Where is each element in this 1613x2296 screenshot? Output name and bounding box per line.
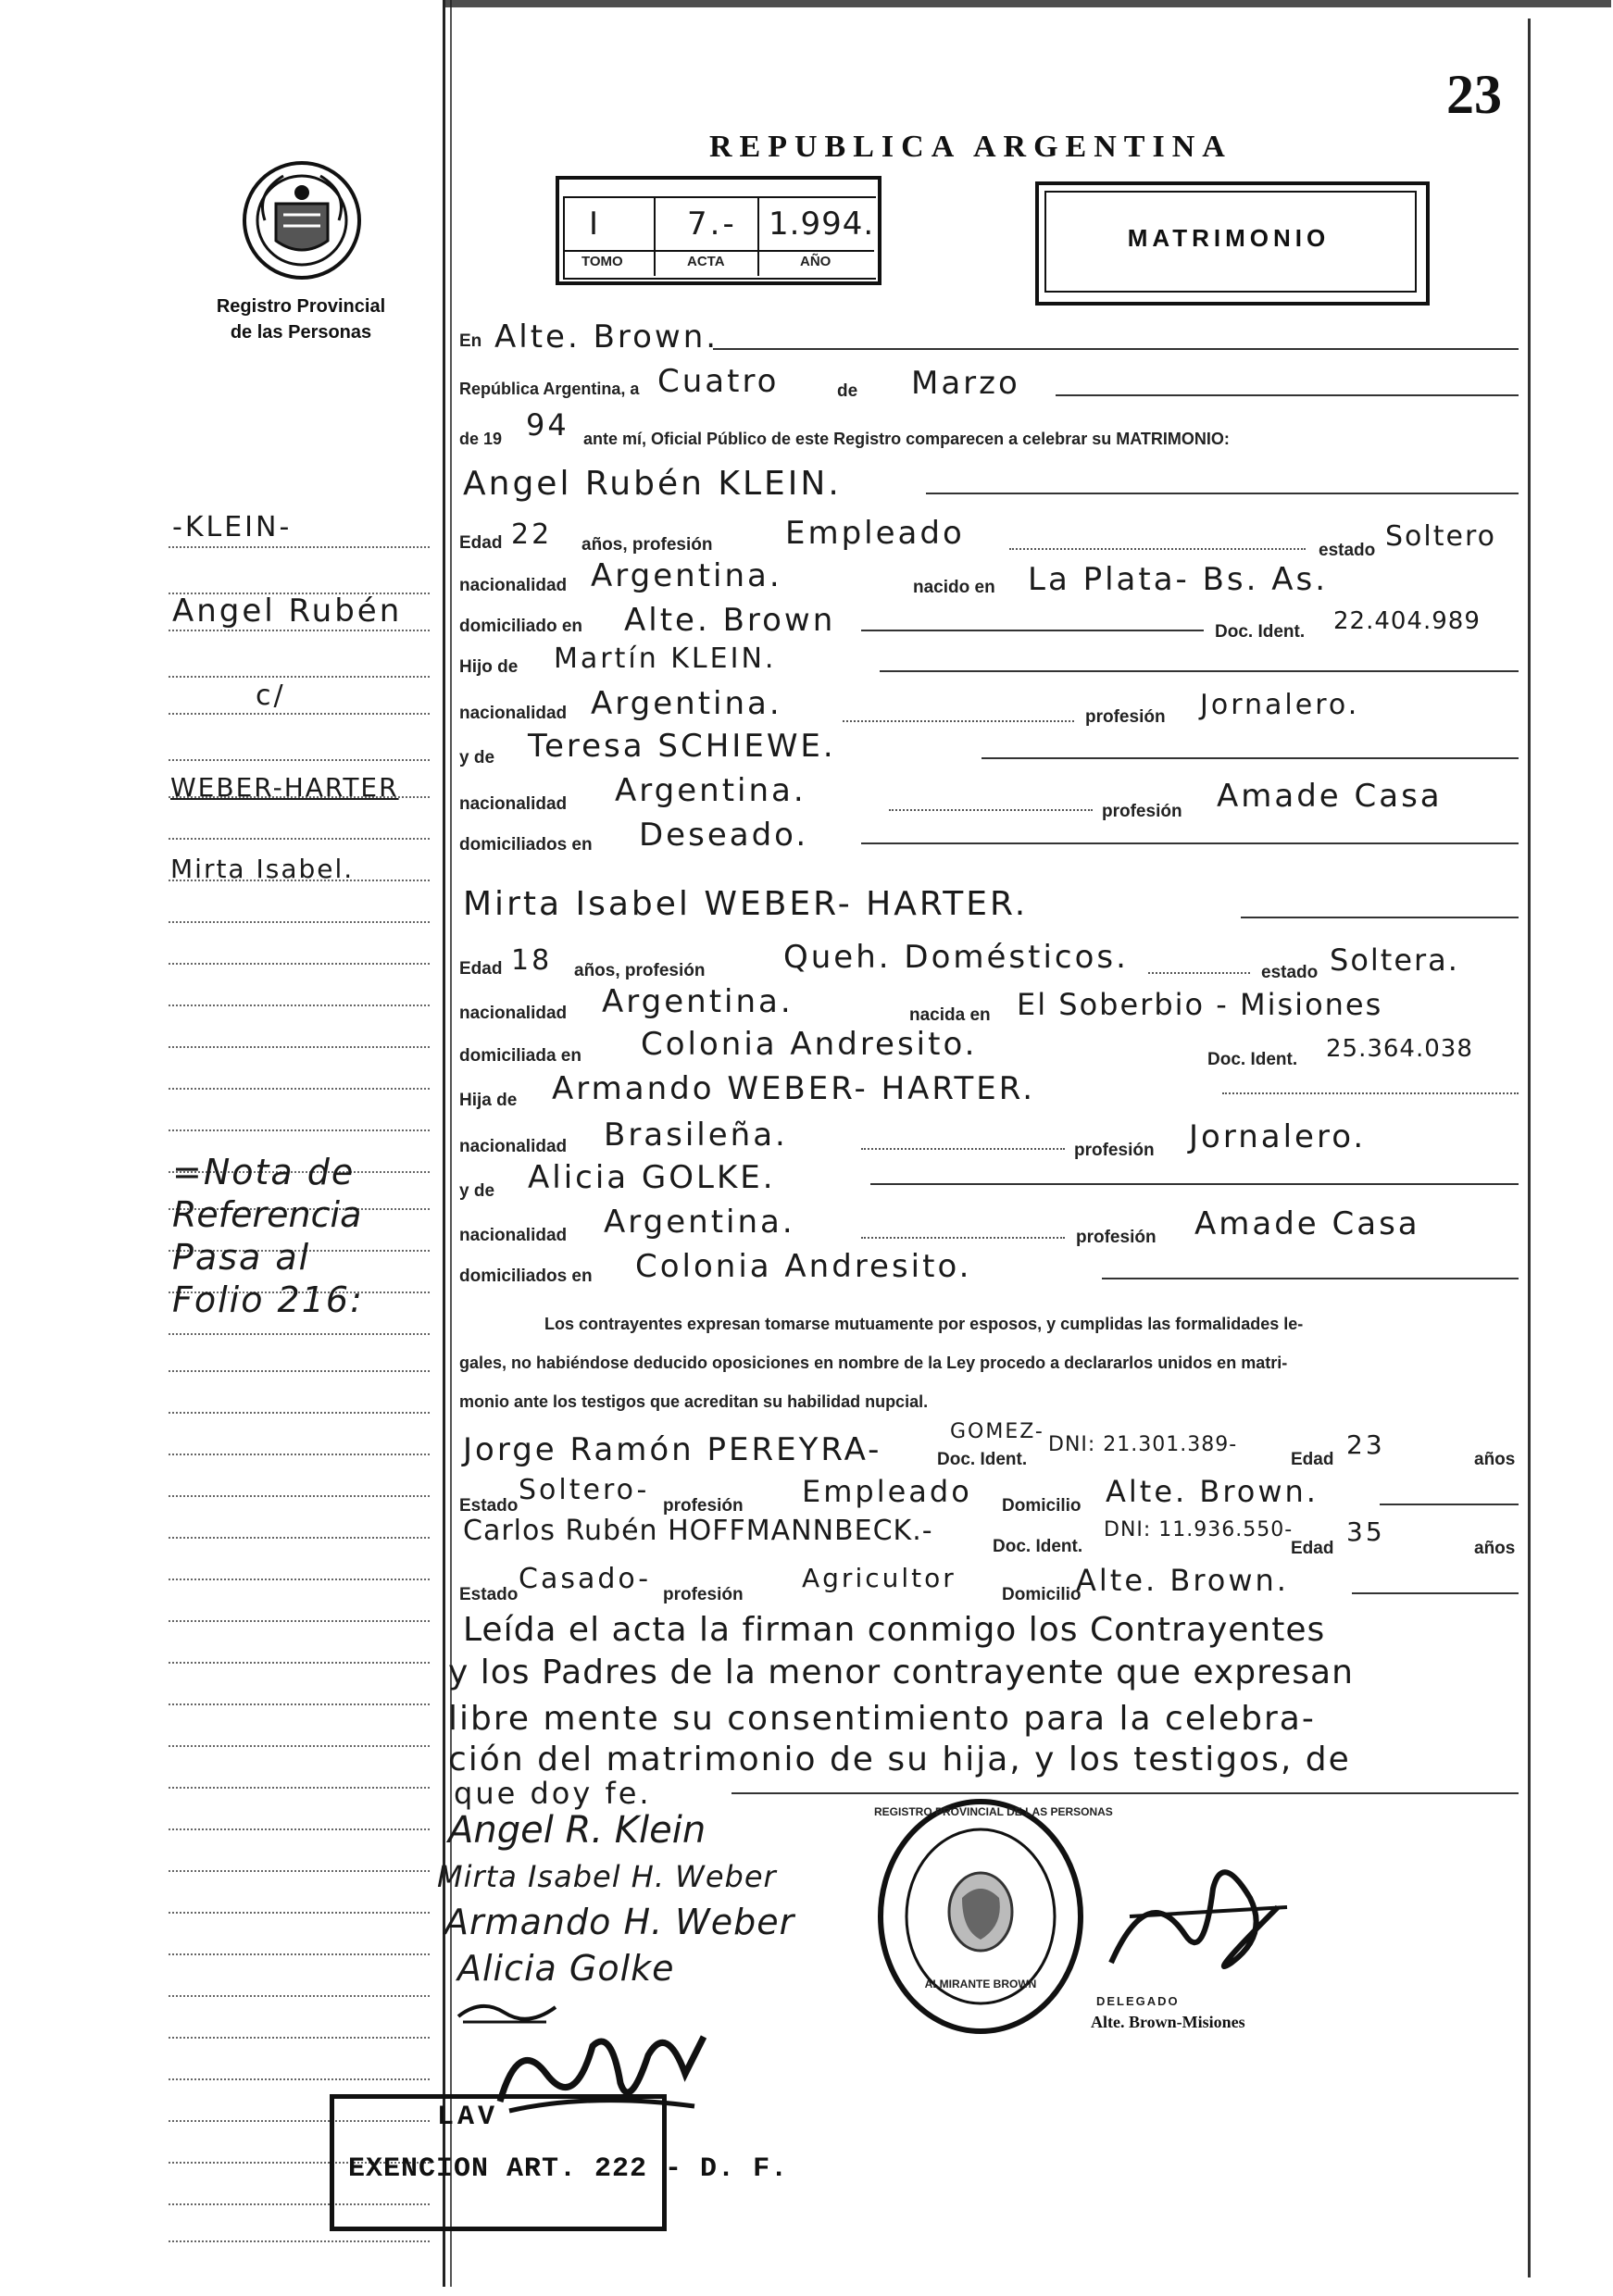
bride-nationality: Argentina.	[602, 983, 794, 1020]
witness1-name: Jorge Ramón PEREYRA-	[463, 1431, 882, 1468]
bride-parents-dom-label: domiciliados en	[459, 1267, 593, 1286]
official-stamp-line3: Alte. Brown-Misiones	[1091, 2013, 1245, 2031]
groom-yde-label: y de	[459, 748, 495, 767]
witness2-anos-label: años	[1474, 1539, 1516, 1558]
intro-text: ante mí, Oficial Público de este Registro comparecen a celebrar su MATRIMONIO:	[583, 430, 1230, 448]
witness2-doc: DNI: 11.936.550-	[1104, 1518, 1294, 1541]
bride-mother: Alicia GOLKE.	[528, 1159, 776, 1196]
paragraph-line3: monio ante los testigos que acreditan su habilidad nupcial.	[459, 1392, 929, 1411]
witness1-profesion-label: profesión	[663, 1496, 744, 1516]
groom-profession-line	[1009, 548, 1306, 550]
closing-line2: y los Padres de la menor contrayente que expresan	[448, 1653, 1354, 1691]
witness2-domicile: Alte. Brown.	[1076, 1563, 1289, 1598]
record-divider-1	[654, 196, 656, 276]
witness1-doc-label: Doc. Ident.	[937, 1450, 1028, 1469]
bride-name-line	[1241, 917, 1519, 918]
de-label: de	[837, 381, 858, 401]
tomo-value: I	[589, 206, 602, 243]
ano-label: AÑO	[800, 254, 832, 269]
bride-edad-label: Edad	[459, 959, 503, 979]
groom-mother-profession: Amade Casa	[1217, 778, 1443, 815]
groom-doc-label: Doc. Ident.	[1215, 622, 1306, 642]
bride-birthplace: El Soberbio - Misiones	[1017, 987, 1383, 1022]
bride-status: Soltera.	[1330, 942, 1459, 978]
witness1-anos-label: años	[1474, 1450, 1516, 1469]
registry-logo	[237, 156, 367, 285]
paragraph-line2: gales, no habiéndose deducido oposiciones en nombre de la Ley procedo a declararlos unidos en matri-	[459, 1354, 1288, 1372]
witness2-doc-label: Doc. Ident.	[993, 1537, 1083, 1556]
signature-bride-father: Armando H. Weber	[444, 1902, 795, 1942]
bride-anos-profesion-label: años, profesión	[574, 961, 706, 980]
year-prefix: de 19	[459, 430, 503, 448]
witness1-domicile: Alte. Brown.	[1106, 1474, 1319, 1509]
signature-bride: Mirta Isabel H. Weber	[437, 1859, 777, 1894]
witness2-name: Carlos Rubén HOFFMANNBECK.-	[463, 1515, 933, 1547]
closing-line3: libre mente su consentimiento para la celebra-	[448, 1700, 1316, 1738]
witness2-domicilio-label: Domicilio	[1002, 1585, 1082, 1604]
groom-mother-nat-line	[889, 809, 1093, 811]
witness1-profession: Empleado	[802, 1474, 972, 1509]
signature-bride-mother: Alicia Golke	[457, 1948, 675, 1989]
bride-domicile: Colonia Andresito.	[641, 1026, 978, 1063]
witness1-age: 23	[1346, 1429, 1385, 1460]
groom-status: Soltero	[1385, 520, 1496, 553]
form-left-border	[443, 0, 445, 2287]
witness2-profesion-label: profesión	[663, 1585, 744, 1604]
official-signature	[1093, 1852, 1296, 1990]
form-right-border	[1528, 19, 1531, 2277]
bride-dom-label: domiciliada en	[459, 1046, 581, 1066]
margin-note-line1: =Nota de	[172, 1152, 356, 1192]
tomo-label: TOMO	[581, 254, 623, 269]
paragraph-line1: Los contrayentes expresan tomarse mutuamente por esposos, y cumplidas las formalidades le-	[544, 1315, 1304, 1333]
bride-father: Armando WEBER- HARTER.	[552, 1070, 1036, 1107]
top-scan-edge	[444, 0, 1611, 7]
bride-age: 18	[511, 944, 553, 977]
bride-yde-label: y de	[459, 1181, 495, 1201]
witness1-edad-label: Edad	[1291, 1450, 1334, 1469]
bride-father-profession: Jornalero.	[1189, 1118, 1367, 1155]
bride-doc: 25.364.038	[1326, 1035, 1473, 1063]
witness2-status: Casado-	[519, 1563, 652, 1595]
bride-profession-line	[1148, 972, 1250, 974]
groom-profession: Empleado	[785, 515, 965, 552]
groom-doc: 22.404.989	[1333, 607, 1481, 635]
margin-note-line4: Folio 216:	[172, 1279, 364, 1320]
en-line	[713, 348, 1519, 350]
groom-father-nat-line	[843, 720, 1074, 722]
closing-line1: Leída el acta la firman conmigo los Contrayentes	[463, 1611, 1326, 1649]
bride-mother-prof-label: profesión	[1076, 1228, 1157, 1247]
groom-estado-label: estado	[1319, 541, 1376, 560]
groom-mother-line	[982, 757, 1519, 759]
margin-surname-groom: -KLEIN-	[172, 511, 293, 543]
groom-domicile-line	[861, 630, 1204, 631]
groom-hijo-label: Hijo de	[459, 657, 519, 677]
en-value: Alte. Brown.	[494, 318, 719, 356]
groom-age: 22	[511, 518, 553, 551]
exento-stamp: EXENCION ART. 222 - D. F.	[348, 2153, 789, 2185]
republica-label: República Argentina, a	[459, 380, 640, 398]
record-labels-rule	[563, 250, 874, 252]
closing-end-line	[731, 1792, 1519, 1794]
witness1-doc: DNI: 21.301.389-	[1048, 1433, 1238, 1456]
bride-profession: Queh. Domésticos.	[783, 939, 1129, 976]
month-value: Marzo	[911, 365, 1020, 402]
groom-father-nationality: Argentina.	[591, 685, 782, 722]
official-round-seal	[874, 1796, 1113, 2037]
year-value: 94	[526, 407, 569, 443]
acta-label: ACTA	[687, 254, 725, 269]
bride-doc-label: Doc. Ident.	[1207, 1050, 1298, 1069]
witness1-domicilio-label: Domicilio	[1002, 1496, 1082, 1516]
groom-name-line	[926, 493, 1519, 494]
witness1-domicile-line	[1380, 1504, 1519, 1505]
page-number: 23	[1446, 64, 1502, 125]
month-line	[1056, 394, 1519, 396]
bride-estado-label: estado	[1261, 963, 1319, 982]
bride-nacida-label: nacida en	[909, 1005, 991, 1025]
witness1-name2: GOMEZ-	[950, 1420, 1044, 1443]
bride-father-nac-label: nacionalidad	[459, 1137, 568, 1156]
bride-mother-line	[870, 1183, 1519, 1185]
bride-parents-dom-line	[1102, 1278, 1519, 1279]
bride-father-prof-label: profesión	[1074, 1141, 1155, 1160]
bride-hija-label: Hija de	[459, 1091, 518, 1110]
bride-mother-nationality: Argentina.	[604, 1204, 795, 1241]
margin-given-groom: Angel Rubén	[172, 593, 403, 630]
groom-father-profession: Jornalero.	[1200, 689, 1360, 721]
witness2-edad-label: Edad	[1291, 1539, 1334, 1558]
en-label: En	[459, 331, 482, 351]
form-left-border-inner	[450, 0, 452, 2287]
bride-nac-label: nacionalidad	[459, 1004, 568, 1023]
groom-father: Martín KLEIN.	[554, 643, 777, 675]
groom-father-nac-label: nacionalidad	[459, 704, 568, 723]
acta-value: 7.-	[687, 206, 737, 243]
seal-text: REGISTRO PROVINCIAL DE LAS PERSONAS	[874, 1805, 1113, 1818]
registry-name-line2: de las Personas	[230, 322, 372, 343]
groom-parents-dom-label: domiciliados en	[459, 835, 593, 855]
groom-mother-nac-label: nacionalidad	[459, 794, 568, 814]
closing-line5: que doy fe.	[454, 1776, 652, 1811]
witness1-status: Soltero-	[519, 1474, 650, 1506]
country-title: REPUBLICA ARGENTINA	[709, 130, 1232, 164]
registry-name-line1: Registro Provincial	[216, 296, 386, 317]
witness2-estado-label: Estado	[459, 1585, 519, 1604]
bride-mother-profession: Amade Casa	[1194, 1205, 1420, 1242]
groom-birthplace: La Plata- Bs. As.	[1028, 561, 1329, 598]
bride-mother-nac-label: nacionalidad	[459, 1226, 568, 1245]
signature-groom: Angel R. Klein	[448, 1809, 706, 1852]
seal-inner-text: ALMIRANTE BROWN	[924, 1978, 1037, 1990]
groom-nationality: Argentina.	[591, 557, 782, 594]
record-type-label: MATRIMONIO	[1127, 224, 1331, 252]
groom-mother: Teresa SCHIEWE.	[528, 728, 836, 765]
witness1-estado-label: Estado	[459, 1496, 519, 1516]
closing-line4: ción del matrimonio de su hija, y los testigos, de	[448, 1741, 1351, 1778]
margin-note-line3: Pasa al	[172, 1237, 311, 1278]
groom-parents-dom-line	[861, 842, 1519, 844]
groom-dom-label: domiciliado en	[459, 617, 583, 636]
ano-value: 1.994.	[769, 206, 875, 243]
official-stamp-line2: DELEGADO	[1096, 1994, 1180, 2008]
witness2-profession: Agricultor	[802, 1563, 957, 1593]
groom-domicile: Alte. Brown	[624, 602, 836, 639]
groom-mother-prof-label: profesión	[1102, 802, 1182, 821]
witness2-age: 35	[1346, 1516, 1385, 1547]
groom-anos-profesion-label: años, profesión	[581, 535, 713, 555]
lav-stamp: LAV	[437, 2102, 499, 2133]
margin-connector: c/	[256, 680, 286, 712]
bride-name: Mirta Isabel WEBER- HARTER.	[463, 885, 1029, 923]
day-value: Cuatro	[657, 363, 780, 400]
margin-given-bride: Mirta Isabel.	[170, 854, 355, 884]
groom-father-line	[880, 670, 1519, 672]
record-divider-2	[757, 196, 759, 276]
bride-father-nationality: Brasileña.	[604, 1117, 788, 1154]
groom-mother-nationality: Argentina.	[615, 772, 806, 809]
groom-edad-label: Edad	[459, 533, 503, 553]
groom-father-prof-label: profesión	[1085, 707, 1166, 727]
margin-note-line2: Referencia	[172, 1194, 362, 1235]
bride-parents-domicile: Colonia Andresito.	[635, 1248, 972, 1285]
margin-surname-bride: WEBER-HARTER	[170, 772, 399, 803]
groom-nac-label: nacionalidad	[459, 576, 568, 595]
bride-father-nat-line	[861, 1148, 1065, 1150]
groom-name: Angel Rubén KLEIN.	[463, 465, 842, 503]
groom-parents-domicile: Deseado.	[639, 817, 809, 854]
bride-father-line	[1222, 1092, 1519, 1094]
bride-mother-nat-line	[861, 1237, 1065, 1239]
witness2-domicile-line	[1352, 1592, 1519, 1594]
groom-nacido-label: nacido en	[913, 578, 995, 597]
